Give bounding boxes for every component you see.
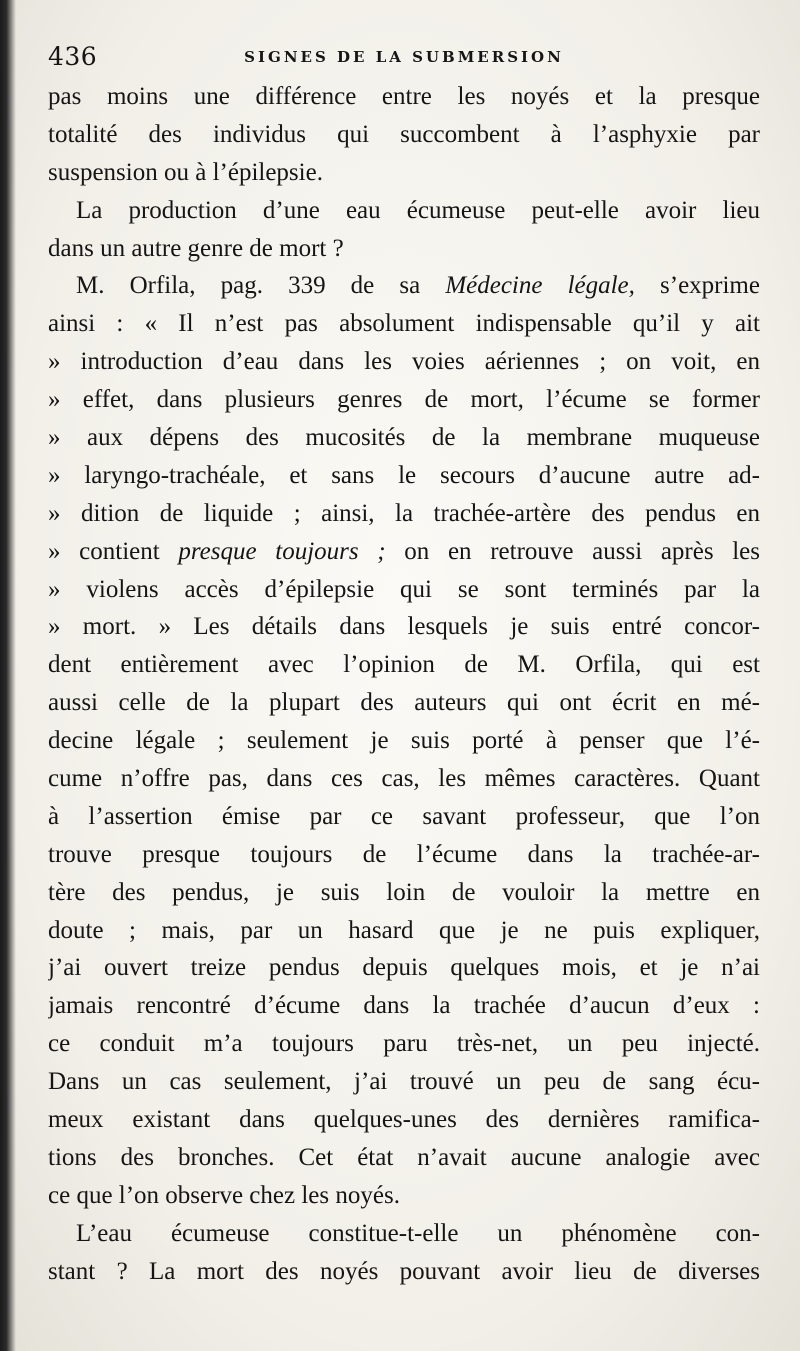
text-line	[48, 533, 760, 571]
text-line: jamais rencontré d’écume dans la trachée d’aucun d’eux :	[48, 992, 760, 1020]
text-line: doute ; mais, par un hasard que je ne puis expliquer,	[48, 916, 760, 944]
running-head	[48, 42, 760, 78]
body-text	[48, 78, 760, 1291]
text-line: dent entièrement avec l’opinion de M. Orfila, qui est	[48, 651, 760, 679]
text-span: on en retrouve aussi après les	[385, 537, 760, 565]
text-line: ce conduit m’a toujours paru très-net, un peu injecté.	[48, 1030, 760, 1058]
text-line: » laryngo-trachéale, et sans le secours d’aucune autre ad-	[48, 461, 760, 489]
text-line: tère des pendus, je suis loin de vouloir la mettre en	[48, 878, 760, 906]
text-line: » violens accès d’épilepsie qui se sont terminés par la	[48, 575, 760, 603]
text-line: L’eau écumeuse constitue-t-elle un phénomène con-	[76, 1219, 760, 1247]
page-binding-shadow	[0, 0, 16, 1351]
text-line: » introduction d’eau dans les voies aériennes ; on voit, en	[48, 348, 760, 376]
text-line: j’ai ouvert treize pendus depuis quelques mois, et je n’ai	[48, 954, 760, 982]
page-number: 436	[48, 42, 98, 71]
emphasis-italic: presque toujours ;	[178, 537, 386, 565]
text-line: » dition de liquide ; ainsi, la trachée-artère des pendus en	[48, 499, 760, 527]
text-line: » aux dépens des mucosités de la membrane muqueuse	[48, 424, 760, 452]
text-line: pas moins une différence entre les noyés et la presque	[48, 83, 760, 110]
text-line: totalité des individus qui succombent à l’asphyxie par	[48, 120, 760, 148]
text-line: trouve presque toujours de l’écume dans la trachée-ar-	[48, 840, 760, 868]
text-line: La production d’une eau écumeuse peut-elle avoir lieu	[76, 196, 760, 224]
text-line: tions des bronches. Cet état n’avait aucune analogie avec	[48, 1143, 760, 1171]
text-line: » effet, dans plusieurs genres de mort, l’écume se former	[48, 386, 760, 414]
text-span: M. Orfila, pag. 339 de sa	[76, 272, 446, 300]
text-line: aussi celle de la plupart des auteurs qui ont écrit en mé-	[48, 689, 760, 717]
text-line: » mort. » Les détails dans lesquels je suis entré concor-	[48, 613, 760, 641]
text-line: à l’assertion émise par ce savant professeur, que l’on	[48, 802, 760, 830]
text-line: meux existant dans quelques-unes des dernières ramifica-	[48, 1106, 760, 1134]
text-span: » contient	[48, 537, 179, 565]
text-line: dans un autre genre de mort ?	[48, 234, 344, 262]
book-title-italic: Médecine légale,	[445, 272, 635, 300]
text-line: stant ? La mort des noyés pouvant avoir lieu de diverses	[48, 1257, 760, 1285]
text-line: cume n’offre pas, dans ces cas, les mêmes caractères. Quant	[48, 765, 760, 793]
text-line: suspension ou à l’épilepsie.	[48, 158, 323, 186]
text-line: decine légale ; seulement je suis porté à penser que l’é-	[48, 727, 760, 755]
text-line: ce que l’on observe chez les noyés.	[48, 1181, 400, 1209]
text-line	[48, 267, 760, 305]
text-span: s’exprime	[634, 272, 760, 300]
text-line: Dans un cas seulement, j’ai trouvé un peu de sang écu-	[48, 1068, 760, 1096]
running-head-title: SIGNES DE LA SUBMERSION	[244, 48, 564, 66]
text-line: ainsi : « Il n’est pas absolument indispensable qu’il y ait	[48, 310, 760, 338]
